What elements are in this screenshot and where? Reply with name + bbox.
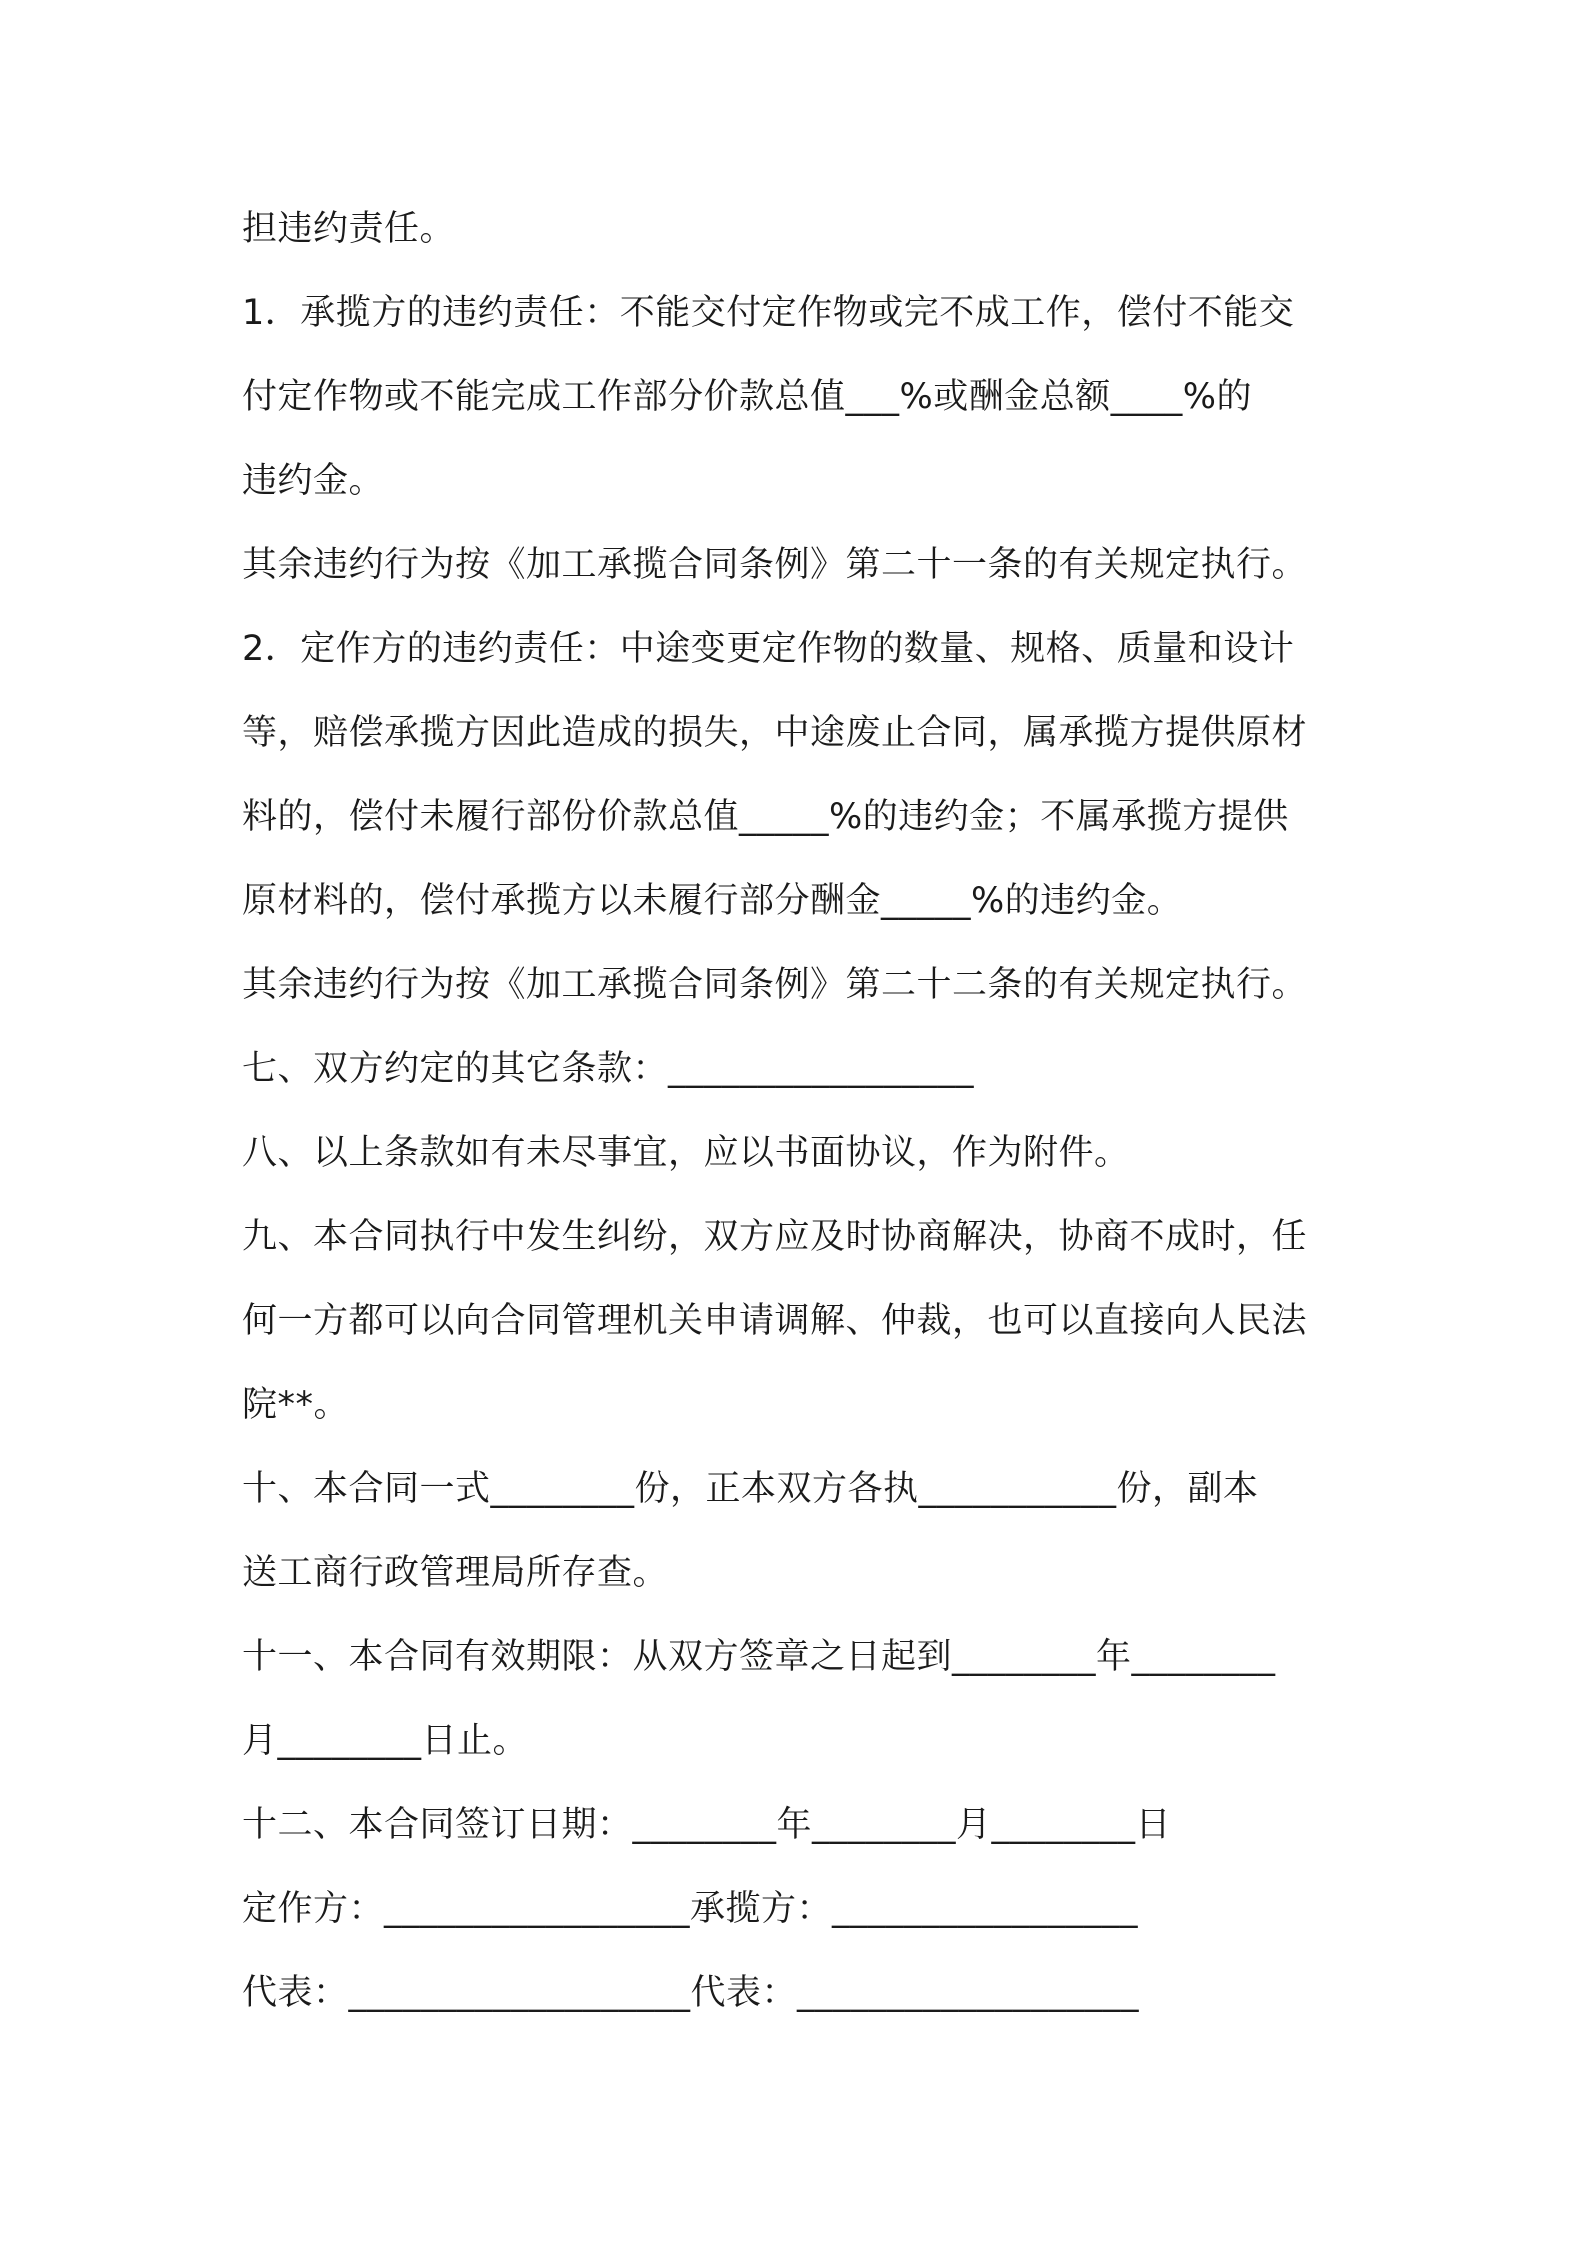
text-line: 等，赔偿承揽方因此造成的损失，中途废止合同，属承揽方提供原材 bbox=[242, 713, 1308, 753]
signature-line-parties: 定作方：_________________承揽方：_________________ bbox=[242, 1889, 1139, 1929]
text-line: 十二、本合同签订日期：________年________月________日 bbox=[242, 1805, 1172, 1845]
text-line: 其余违约行为按《加工承揽合同条例》第二十一条的有关规定执行。 bbox=[242, 545, 1308, 585]
text-line: 原材料的，偿付承揽方以未履行部分酬金_____%的违约金。 bbox=[242, 881, 1183, 921]
text-line: 违约金。 bbox=[242, 461, 385, 501]
text-line: 担违约责任。 bbox=[242, 209, 456, 249]
text-line: 十一、本合同有效期限：从双方签章之日起到________年________ bbox=[242, 1637, 1276, 1677]
text-line: 料的，偿付未履行部份价款总值_____%的违约金；不属承揽方提供 bbox=[242, 797, 1289, 837]
text-line: 付定作物或不能完成工作部分价款总值___%或酬金总额____%的 bbox=[242, 377, 1253, 417]
text-line: 十、本合同一式________份，正本双方各执___________份，副本 bbox=[242, 1469, 1259, 1509]
text-line: 1．承揽方的违约责任：不能交付定作物或完不成工作，偿付不能交 bbox=[242, 293, 1295, 333]
text-line: 七、双方约定的其它条款：_________________ bbox=[242, 1049, 975, 1089]
text-line: 八、以上条款如有未尽事宜，应以书面协议，作为附件。 bbox=[242, 1133, 1130, 1173]
text-line: 九、本合同执行中发生纠纷，双方应及时协商解决，协商不成时，任 bbox=[242, 1217, 1308, 1257]
text-line: 院**。 bbox=[242, 1385, 350, 1425]
text-line: 月________日止。 bbox=[242, 1721, 529, 1761]
text-line: 2．定作方的违约责任：中途变更定作物的数量、规格、质量和设计 bbox=[242, 629, 1295, 669]
text-line: 送工商行政管理局所存查。 bbox=[242, 1553, 669, 1593]
signature-line-representatives: 代表：___________________代表：___________________ bbox=[242, 1973, 1140, 2013]
text-line: 何一方都可以向合同管理机关申请调解、仲裁，也可以直接向人民法 bbox=[242, 1301, 1308, 1341]
text-line: 其余违约行为按《加工承揽合同条例》第二十二条的有关规定执行。 bbox=[242, 965, 1308, 1005]
